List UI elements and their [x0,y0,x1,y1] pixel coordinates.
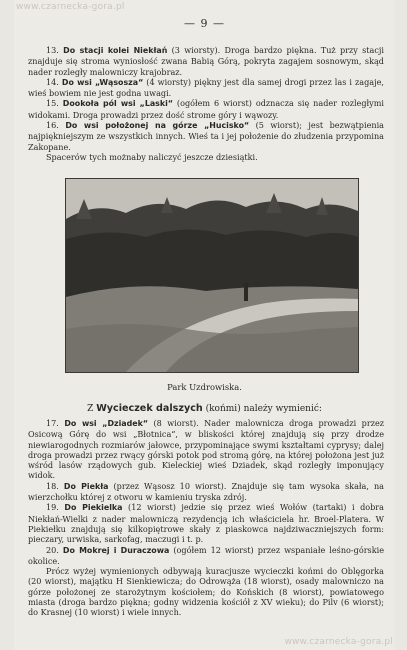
excursion-item: 15. Dookoła pól wsi „Laski“ (ogółem 6 wiorst) odznacza się nader rozległymi widokami. Droga prowadzi przez dość strome góry i wąwozy. [28,98,384,120]
excursion-item: 14. Do wsi „Wąsosza“ (4 wiorsty) piękny jest dla samej drogi przez las i zagaje, wieś bowiem nie jest godna uwagi. [28,76,384,99]
park-photograph [65,178,359,373]
page-number: — 9 — [184,17,225,30]
excursion-list-top [28,45,384,162]
excursion-item: 18. Do Piekła (przez Wąsosz 10 wiorst). Znajduje się tam wysoka skała, na wierzchołku której z otworu w kamieniu tryska zdrój. [28,480,385,503]
excursion-item: 17. Do wsi „Dziadek“ (8 wiorst). Nader malownicza droga prowadzi przez Osicową Górę do wsi „Błotnica“, w bliskości której znajdują się przy drodze niewiarogodnych rozmiarów jałowce, przypominające swymi kształtami cyprysy; dalej droga prowadzi przez rwący górski potok pod stromą górę, na której położona jest już wśród lasów rządowych gub. Kieleckiej wieś Dziadek, skąd rozległy imponujący widok. [28,418,385,481]
photo-caption: Park Uzdrowiska. [167,382,242,392]
excursion-item: 20. Do Mokrej i Duraczowa (ogółem 12 wiorst) przez wspaniałe leśno-górskie okolice. [28,544,384,566]
excursion-item: 16. Do wsi położonej na górze „Hucisko“ (5 wiorst); jest bezwątpienia najpiękniejszym ze wszystkich innych. Wieś ta i jej położenie do złudzenia przypomina Zakopane. [28,120,384,152]
excursion-item: 13. Do stacji kolei Niekłań (3 wiorsty). Droga bardzo piękna. Tuż przy stacji znajduje się stroma wyniosłość zwana Babią Górą, pokryta zagajem sosnowym, skąd nader rozległy malowniczy krajobraz. [28,45,384,77]
document-page [14,0,395,650]
section-heading: Z Wycieczek dalszych (końmi) należy wymienić: [87,403,322,414]
closing-paragraph: Prócz wyżej wymienionych odbywają kuracjusze wycieczki końmi do Oblęgorka (20 wiorst), majątku H Sienkiewicza; do Odrowąża (18 wiorst), osady malowniczo na górze położonej ze starożytnym kościołem; do Końskich (8 wiorst), powiatowego miasta (droga bardzo piękna; godny widzenia kościół z XV wieku); do Pilv (6 wiorst); do Krasnej (10 wiorst) i wiele innych. [28,566,384,618]
excursion-item: 19. Do Piekielka (12 wiorst) jedzie się przez wieś Wołów (tartaki) i dobra Niekłań-Wielki z nader malowniczą rezydencją ich właściciela hr. Broel-Platera. W Piekiełku znajdują się kilkopiętrowe skały z piaskowca najdziwaczniejszych form: pieczary, urwiska, sarkofag, maczugi i t. p. [28,502,384,545]
watermark-top: www.czarnecka-gora.pl [16,2,125,12]
summary-line: Spacerów tych możnaby naliczyć jeszcze dziesiątki. [46,151,258,162]
watermark-bottom: www.czarnecka-gora.pl [284,637,393,647]
excursion-list-bottom [28,418,384,618]
